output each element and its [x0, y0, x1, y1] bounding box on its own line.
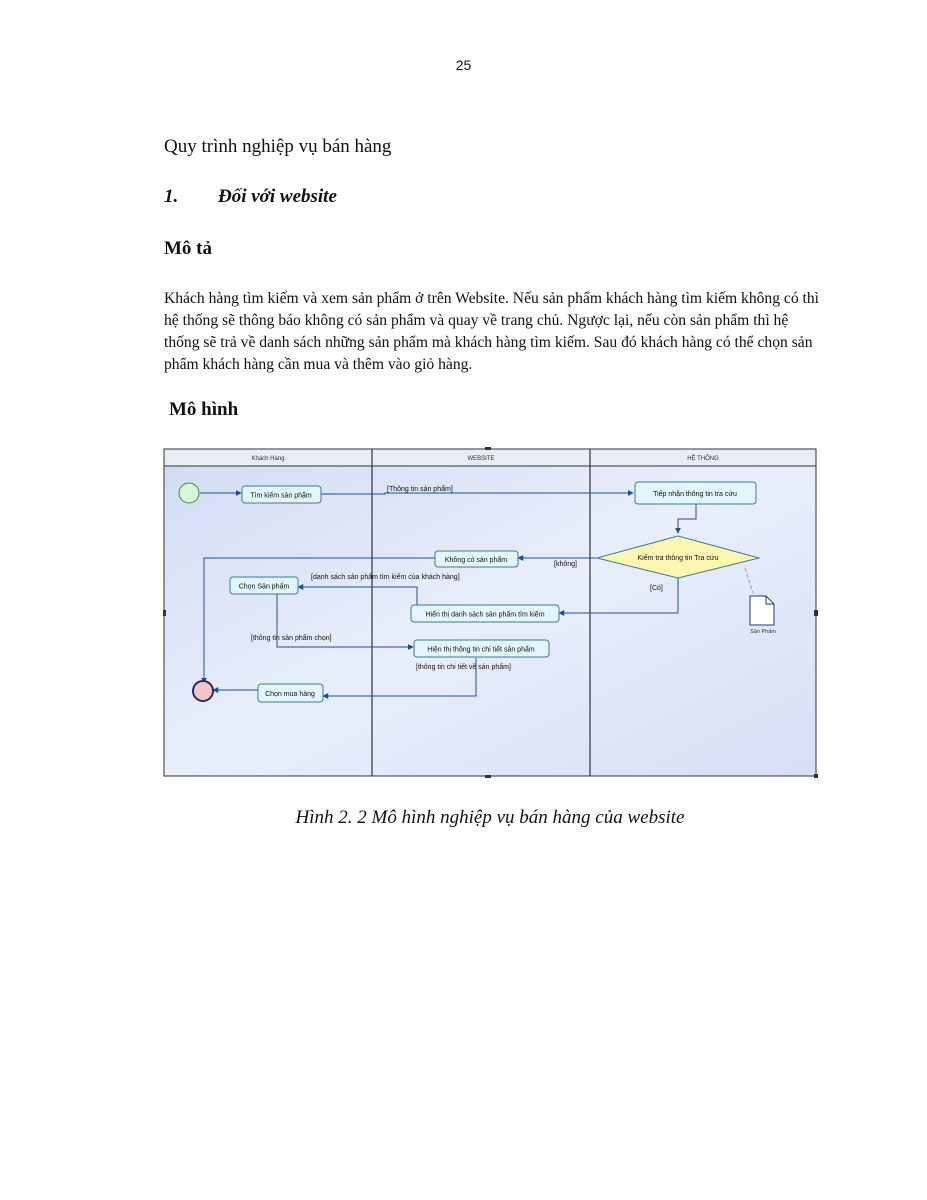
model-heading: Mô hình [169, 399, 239, 420]
lane-header-system: HỆ THỐNG [687, 456, 719, 462]
edge-label-detail-info: [thông tin chi tiết về sản phẩm] [416, 664, 511, 671]
datastore-label: Sản Phẩm [750, 629, 776, 635]
decision-check-label: Kiểm tra thông tin Tra cứu [637, 555, 719, 562]
datastore-icon [750, 596, 774, 625]
lane-header-customer: Khách Hàng [251, 456, 285, 462]
action-detail-label: Hiện thị thông tin chi tiết sản phẩm [427, 646, 535, 654]
activity-diagram [163, 447, 818, 779]
edge-label-chosen-info: [thông tin sản phẩm chọn] [251, 635, 332, 642]
description-heading: Mô tả [164, 238, 213, 259]
description-paragraph: Khách hàng tìm kiếm và xem sản phẩm ở trên Website. Nếu sản phẩm khách hàng tìm kiếm không có thì hệ thống sẽ thông báo không có sản phẩm và quay về trang chủ. Ngược lại, nếu còn sản phẩm thì hệ thống sẽ trả về danh sách những sản phẩm mà khách hàng tìm kiếm. Sau đó khách hàng có thể chọn sản phẩm khách hàng cần mua và thêm vào giỏ hàng. [164, 290, 819, 373]
document-title: Quy trình nghiệp vụ bán hàng [164, 136, 392, 157]
end-node [193, 681, 213, 701]
action-noproduct-label: Không có sản phẩm [444, 557, 508, 564]
resize-handle-left [163, 610, 166, 616]
lane-header-website: WEBSITE [467, 456, 495, 462]
edge-label-no: [không] [554, 561, 577, 568]
edge-label-result-list: [danh sách sản phẩm tìm kiếm của khách hàng] [311, 574, 460, 581]
edge-label-yes: [Có] [650, 585, 663, 592]
edge-label-product-info: [Thông tin sản phẩm] [387, 486, 453, 493]
section-number: 1. [164, 186, 179, 207]
action-search-label: Tìm kiếm sản phẩm [250, 492, 312, 500]
page-number: 25 [455, 57, 472, 73]
resize-handle-right [814, 610, 818, 616]
action-showlist-label: Hiển thị danh sách sản phẩm tìm kiếm [425, 611, 545, 619]
figure-caption: Hình 2. 2 Mô hình nghiệp vụ bán hàng của website [295, 807, 685, 828]
resize-handle-top [485, 447, 491, 450]
resize-handle-corner [814, 774, 818, 778]
action-choose-label: Chọn Sản phẩm [238, 583, 290, 591]
action-receive-label: Tiếp nhận thông tin tra cứu [653, 491, 737, 498]
section-title: Đối với website [218, 186, 337, 207]
start-node [179, 483, 199, 503]
action-buy-label: Chọn mua hàng [265, 691, 315, 698]
resize-handle-bottom [485, 775, 491, 778]
